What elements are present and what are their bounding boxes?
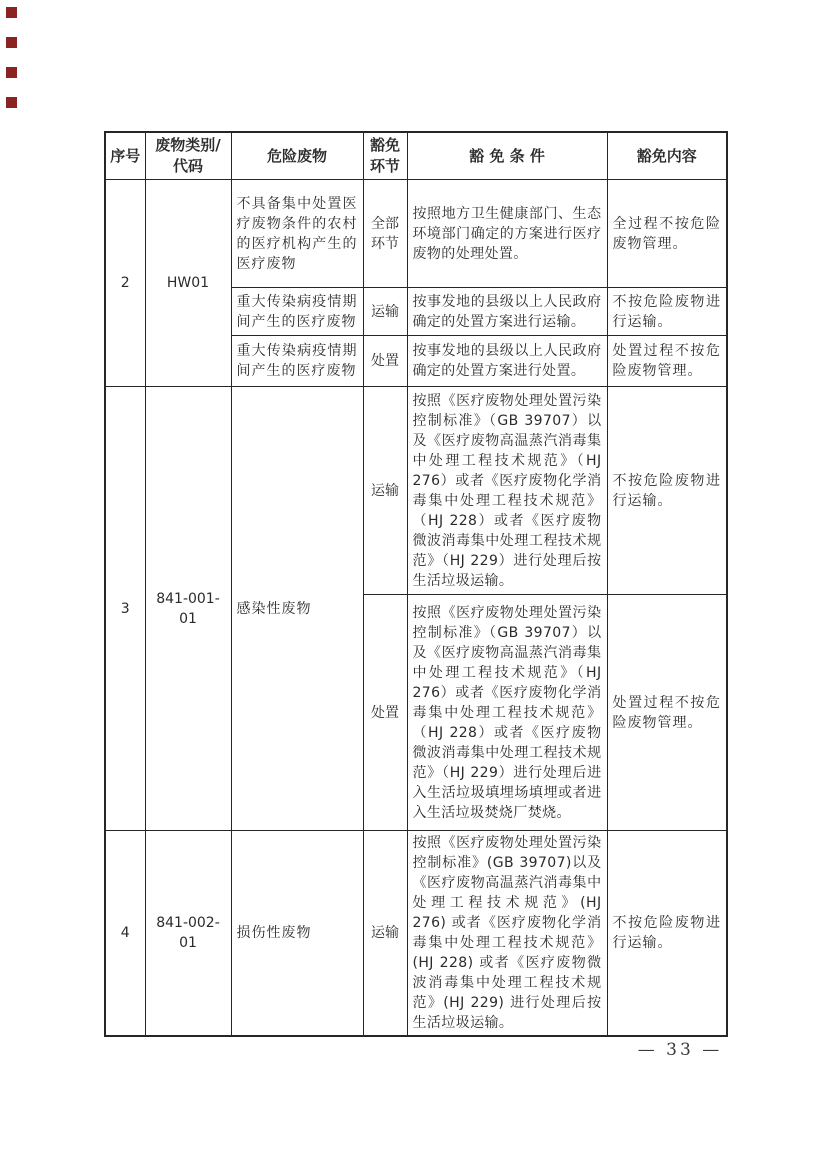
cell-code: 841-002-01 — [145, 831, 231, 1037]
cell-waste: 重大传染病疫情期间产生的医疗废物 — [231, 336, 363, 387]
cell-condition: 按事发地的县级以上人民政府确定的处置方案进行运输。 — [407, 288, 607, 336]
cell-condition: 按照《医疗废物处理处置污染控制标准》（GB 39707）以及《医疗废物高温蒸汽消毒集中处理工程技术规范》（HJ 276）或者《医疗废物化学消毒集中处理工程技术规范》（HJ 228）或者《医疗废物微波消毒集中处理工程技术规范》（HJ 229）进行处理后按生活垃圾运输。 — [407, 387, 607, 595]
page-number: — 33 — — [637, 1040, 723, 1060]
cell-stage: 处置 — [363, 336, 407, 387]
header-category-code: 废物类别/代码 — [145, 132, 231, 180]
cell-condition: 按事发地的县级以上人民政府确定的处置方案进行处置。 — [407, 336, 607, 387]
cell-stage: 处置 — [363, 595, 407, 831]
cell-index: 3 — [105, 387, 145, 831]
header-exemption-stage: 豁免环节 — [363, 132, 407, 180]
cell-waste: 损伤性废物 — [231, 831, 363, 1037]
cell-stage: 全部环节 — [363, 180, 407, 288]
table-row — [105, 180, 727, 288]
cell-content: 处置过程不按危险废物管理。 — [607, 336, 727, 387]
cell-code: 841-001-01 — [145, 387, 231, 831]
edge-mark-icon — [6, 97, 17, 108]
cell-code: HW01 — [145, 180, 231, 387]
edge-mark-icon — [6, 7, 17, 18]
cell-content: 不按危险废物进行运输。 — [607, 387, 727, 595]
header-exemption-content: 豁免内容 — [607, 132, 727, 180]
exemption-table — [104, 131, 728, 1037]
cell-condition: 按照《医疗废物处理处置污染控制标准》（GB 39707）以及《医疗废物高温蒸汽消毒集中处理工程技术规范》（HJ 276）或者《医疗废物化学消毒集中处理工程技术规范》（HJ 228）或者《医疗废物微波消毒集中处理工程技术规范》（HJ 229）进行处理后进入生活垃圾填埋场填埋或者进入生活垃圾焚烧厂焚烧。 — [407, 595, 607, 831]
edge-mark-icon — [6, 67, 17, 78]
cell-stage: 运输 — [363, 387, 407, 595]
header-hazardous-waste: 危险废物 — [231, 132, 363, 180]
cell-index: 2 — [105, 180, 145, 387]
cell-condition: 按照《医疗废物处理处置污染控制标准》(GB 39707)以及《医疗废物高温蒸汽消毒集中处理工程技术规范》(HJ 276) 或者《医疗废物化学消毒集中处理工程技术规范》(HJ 228) 或者《医疗废物微波消毒集中处理工程技术规范》(HJ 229) 进行处理后按生活垃圾运输。 — [407, 831, 607, 1037]
cell-content: 处置过程不按危险废物管理。 — [607, 595, 727, 831]
header-index: 序号 — [105, 132, 145, 180]
cell-condition: 按照地方卫生健康部门、生态环境部门确定的方案进行医疗废物的处理处置。 — [407, 180, 607, 288]
edge-mark-icon — [6, 37, 17, 48]
cell-stage: 运输 — [363, 288, 407, 336]
cell-stage: 运输 — [363, 831, 407, 1037]
cell-waste: 感染性废物 — [231, 387, 363, 831]
table-header-row — [105, 132, 727, 180]
cell-waste: 不具备集中处置医疗废物条件的农村的医疗机构产生的医疗废物 — [231, 180, 363, 288]
cell-content: 不按危险废物进行运输。 — [607, 831, 727, 1037]
cell-waste: 重大传染病疫情期间产生的医疗废物 — [231, 288, 363, 336]
cell-content: 全过程不按危险废物管理。 — [607, 180, 727, 288]
table-row — [105, 831, 727, 1037]
table-row — [105, 387, 727, 595]
cell-content: 不按危险废物进行运输。 — [607, 288, 727, 336]
cell-index: 4 — [105, 831, 145, 1037]
header-exemption-condition: 豁 免 条 件 — [407, 132, 607, 180]
